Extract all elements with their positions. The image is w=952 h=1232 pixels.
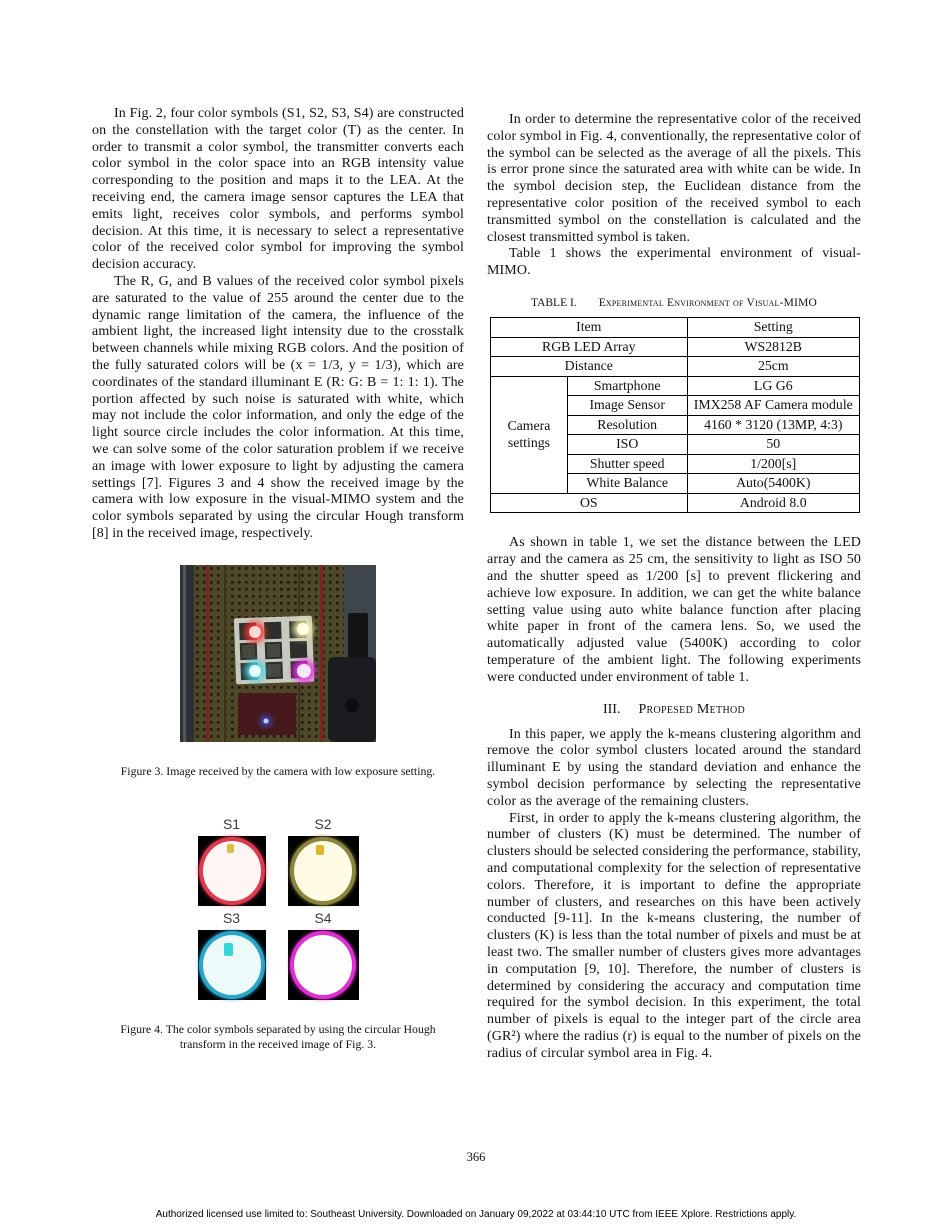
paragraph: The R, G, and B values of the received color symbol pixels are saturated to the value of 255 around the center due to the dynamic range limitation of the camera, the influence of the ambient light, the increased light intensity due to the crosstalk between channels while mixing RGB colors. And the position of the fully saturated colors will be (x = 1/3, y = 1/3), which are coordinates of the standard illuminant E (R: G: B = 1: 1: 1). The portion affected by such noise is saturated with white, which may not include the color information, and only the edge of the light source circle includes the color information. At this time, we can solve some of the color saturation problem if we receive an image with lower exposure to light by adjusting the camera settings [7]. Figures 3 and 4 show the received image by the camera with low exposure in the visual-MIMO system and the color symbols separated by using the circular Hough transform [8] in the received image, respectively. [92, 273, 464, 541]
iso-value: 50 [687, 435, 859, 455]
smartphone-value: LG G6 [687, 376, 859, 396]
header-item: Item [491, 317, 688, 337]
section-number: III. [602, 701, 621, 717]
table-caption-label: TABLE I. [530, 296, 577, 309]
table-row [491, 376, 860, 396]
section-title: Propesed Method [638, 701, 746, 717]
rgb-led-label: RGB LED Array [491, 337, 688, 357]
header-setting: Setting [687, 317, 859, 337]
table-row [491, 337, 860, 357]
sensor-value: IMX258 AF Camera module [687, 396, 859, 416]
sensor-label: Image Sensor [567, 396, 687, 416]
table-row [491, 357, 860, 377]
table-row [491, 493, 860, 513]
color-symbol-s3 [198, 930, 266, 1000]
figure4-caption: Figure 4. The color symbols separated by using the circular Hough transform in the received image of Fig. 3. [120, 1022, 436, 1051]
led-array-photo [180, 565, 376, 742]
color-symbol-s4 [288, 930, 359, 1000]
license-footer: Authorized licensed use limited to: Southeast University. Downloaded on January 09,2022 at 03:44:10 UTC from IEEE Xplore. Restrictions apply. [155, 1209, 797, 1220]
section3-heading [487, 702, 861, 718]
paragraph: In order to determine the representative color of the received color symbol in Fig. 4, conventionally, the representative color of the symbol can be selected as the average of all the pixels. This is error prone since the saturated area with white can be wide. In the symbol decision step, the Euclidean distance from the representative color position of the received symbol to each transmitted symbol on the constellation is calculated and the closest transmitted symbol is taken. [487, 112, 861, 245]
symbol-label-s2: S2 [314, 816, 332, 833]
table-row [491, 317, 860, 337]
figure3-photo [180, 565, 376, 747]
symbol-label-s3: S3 [222, 910, 241, 927]
symbol-label-s4: S4 [314, 910, 332, 927]
os-value: Android 8.0 [687, 493, 859, 513]
symbol-label-s1: S1 [222, 816, 241, 833]
left-column [92, 106, 464, 1051]
paragraph: Table 1 shows the experimental environment of visual-MIMO. [487, 246, 861, 279]
distance-label: Distance [491, 357, 688, 377]
resolution-value: 4160 * 3120 (13MP, 4:3) [687, 415, 859, 435]
camera-settings-label: Camera settings [491, 376, 568, 493]
figure3-caption: Figure 3. Image received by the camera with low exposure setting. [120, 763, 436, 778]
white-balance-value: Auto(5400K) [687, 474, 859, 494]
table-caption-text: Experimental Environment of Visual-MIMO [598, 296, 818, 309]
distance-value: 25cm [687, 357, 859, 377]
paragraph: As shown in table 1, we set the distance between the LED array and the camera as 25 cm, the sensitivity to light as ISO 50 and the shutter speed as 1/200 [s] to prevent flickering and achieve low exposure. In addition, we can get the white balance setting value using auto white balance function after placing white paper in front of the camera lens. So, we used the automatically adjusted value (5400K) according to color temperature of the ambient light. The following experiments were conducted under environment of table 1. [487, 535, 861, 685]
rgb-led-value: WS2812B [687, 337, 859, 357]
color-symbol-s2 [288, 836, 359, 906]
white-balance-label: White Balance [567, 474, 687, 494]
color-symbol-s1 [198, 836, 266, 906]
paragraph: In this paper, we apply the k-means clustering algorithm and remove the color symbol clusters located around the standard illuminant E by using the standard deviation and enhance the symbol decision performance by selecting the representative color as the average of the remaining clusters. [487, 726, 861, 809]
right-column [487, 106, 861, 1063]
iso-label: ISO [567, 435, 687, 455]
resolution-label: Resolution [567, 415, 687, 435]
os-label: OS [491, 493, 688, 513]
smartphone-label: Smartphone [567, 376, 687, 396]
paragraph: First, in order to apply the k-means clustering algorithm, the number of clusters (K) must be determined. The number of clusters should be selected considering the performance, stability, and computational complexity for the selection of representative colors. Therefore, it is important to define the appropriate number of clusters, and researches on this have been actively conducted [9-11]. In the k-means clustering, the number of clusters (K) is less than the total number of pixels and must be at least two. The smaller number of clusters gives more advantages in computation [9, 10]. Therefore, the number of clusters is determined by considering the accuracy and computation time required for the symbol decision. In this experiment, the total number of pixels is equal to the integer part of the circle area (GR²) where the radius (r) is equal to the number of pixels on the radius of circular symbol area in Fig. 4. [487, 810, 861, 1061]
table1-caption [487, 297, 861, 309]
paragraph: In Fig. 2, four color symbols (S1, S2, S3, S4) are constructed on the constellation with the target color (T) as the center. In order to transmit a color symbol, the transmitter converts each color symbol in the color space into an RGB intensity value corresponding to the position and maps it to the LEA. At the receiving end, the camera image sensor captures the LEA that emits light, receives color symbols, and performs symbol decision. At this time, it is necessary to select a representative color of the received color symbol for improving the symbol decision accuracy. [92, 106, 464, 273]
figure4 [198, 814, 359, 1000]
shutter-label: Shutter speed [567, 454, 687, 474]
page-number: 366 [466, 1150, 486, 1164]
experimental-environment-table [490, 317, 860, 513]
shutter-value: 1/200[s] [687, 454, 859, 474]
